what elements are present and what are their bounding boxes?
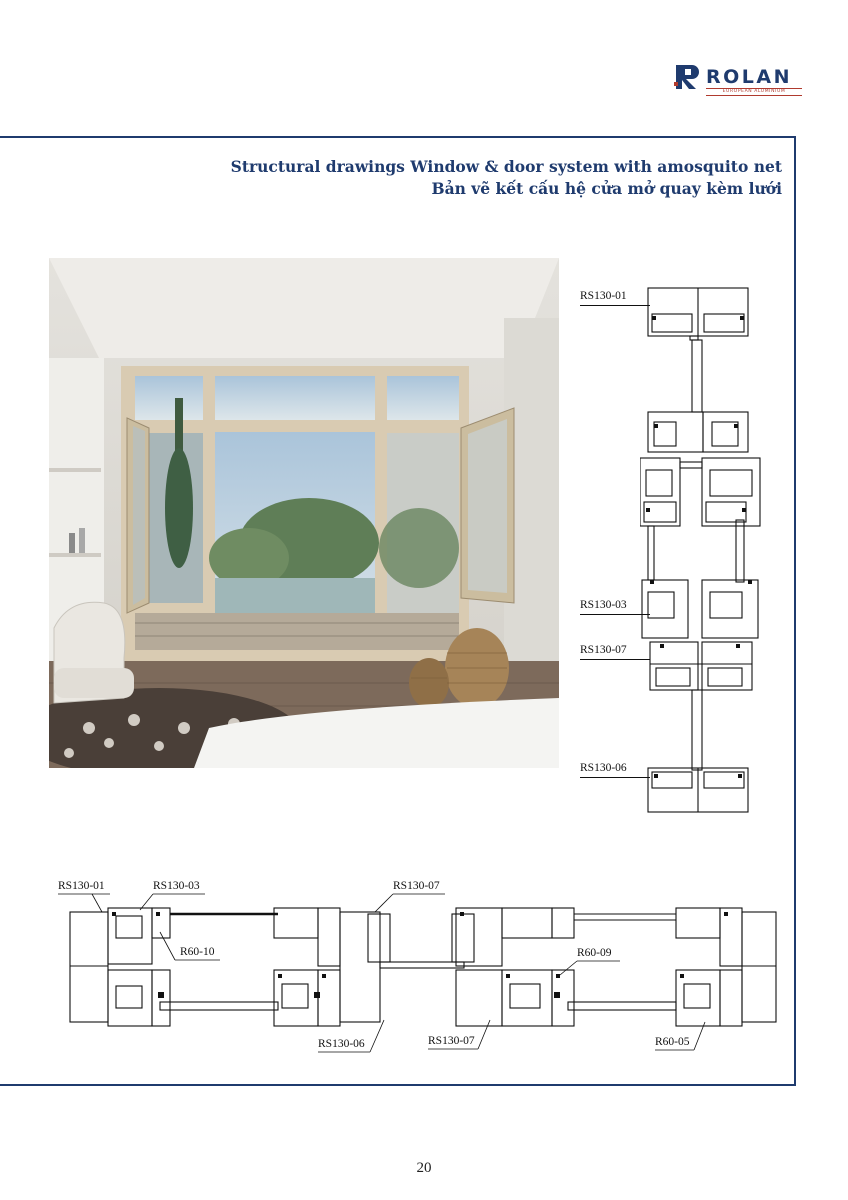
label-vs-rs130-06: RS130-06 [580, 762, 627, 774]
label-hs-rs130-07-bottom: RS130-07 [428, 1035, 475, 1047]
label-hs-rs130-03: RS130-03 [153, 880, 200, 892]
label-vs-rs130-01: RS130-01 [580, 290, 627, 302]
label-vs-rs130-07: RS130-07 [580, 644, 627, 656]
logo-wordmark: ROLAN [706, 66, 792, 88]
logo-tagline: EUROPEAN ALUMINIUM [706, 88, 802, 96]
label-hs-r60-10: R60-10 [180, 946, 215, 958]
label-hs-rs130-01: RS130-01 [58, 880, 105, 892]
label-hs-rs130-07-top: RS130-07 [393, 880, 440, 892]
title-vietnamese: Bản vẽ kết cấu hệ cửa mở quay kèm lưới [431, 179, 782, 198]
label-hs-r60-09: R60-09 [577, 947, 612, 959]
label-hs-r60-05: R60-05 [655, 1036, 690, 1048]
label-vs-rs130-03: RS130-03 [580, 599, 627, 611]
title-english: Structural drawings Window & door system with amosquito net [230, 157, 782, 176]
page-number: 20 [416, 1160, 432, 1176]
label-hs-rs130-06: RS130-06 [318, 1038, 365, 1050]
